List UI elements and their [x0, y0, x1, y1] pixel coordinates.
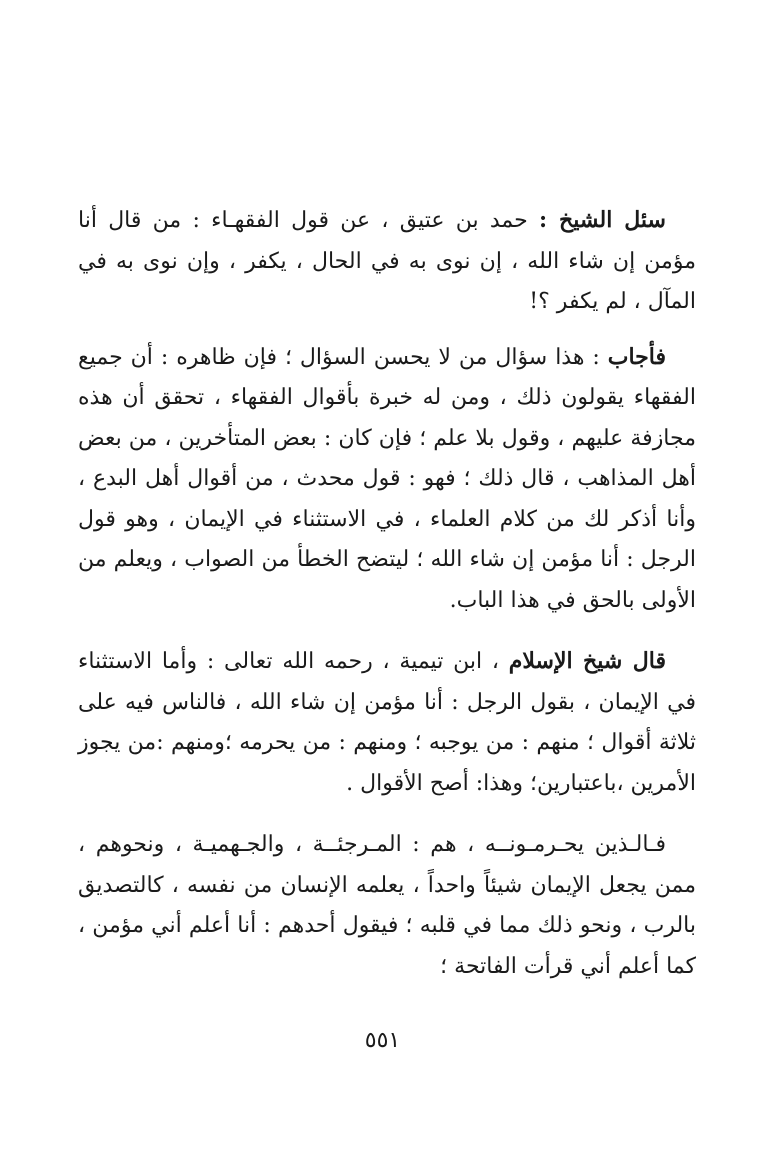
paragraph-lead: قال شيخ الإسلام — [508, 648, 666, 674]
paragraph-text: فـالـذين يحـرمـونــه ، هم : المـرجئــة ، والجـهميـة ، ونحوهم ، ممن يجعل الإيمان شيئاً واحداً ، يعلمه الإنسان من نفسه ، كالتصديق بالرب ، ونحو ذلك مما في قلبه ؛ فيقول أحدهم : أنا أعلم أني مؤمن ، كما أعلم أني قرأت الفاتحة ؛ — [78, 832, 696, 979]
paragraph-text: ، ابن تيمية ، رحمه الله تعالى : وأما الاستثناء في الإيمان ، بقول الرجل : أنا مؤمن إن شاء الله ، فالناس فيه على ثلاثة أقوال ؛ منهم : من يوجبه ؛ ومنهم : من يحرمه ؛ومنهم :من يجوز الأمرين ،باعتبارين؛ وهذا: أصح الأقوال . — [78, 649, 696, 796]
paragraph-murjia — [78, 824, 696, 987]
paragraph-answer — [78, 337, 696, 622]
paragraph-question — [78, 200, 696, 323]
paragraph-text: حمد بن عتيق ، عن قول الفقهـاء : من قال أنا مؤمن إن شاء الله ، إن نوى به في الحال ، يكفر ، وإن نوى به في المآل ، لم يكفر ؟! — [78, 208, 696, 314]
paragraph-lead: سئل الشيخ : — [539, 207, 666, 233]
paragraph-text: : هذا سؤال من لا يحسن السؤال ؛ فإن ظاهره : أن جميع الفقهاء يقولون ذلك ، ومن له خبرة بأقوال الفقهاء ، تحقق أن هذه مجازفة عليهم ، وقول بلا علم ؛ فإن كان : بعض المتأخرين ، من بعض أهل المذاهب ، قال ذلك ؛ فهو : قول محدث ، من أقوال أهل البدع ، وأنا أذكر لك من كلام العلماء ، في الاستثناء في الإيمان ، وهو قول الرجل : أنا مؤمن إن شاء الله ؛ ليتضح الخطأ من الصواب ، ويعلم من الأولى بالحق في هذا الباب. — [78, 344, 697, 613]
paragraph-lead: فأجاب — [607, 343, 666, 370]
page-number: ٥٥١ — [364, 1028, 401, 1053]
page-body — [78, 200, 696, 1007]
paragraph-ibn-taymiyyah — [78, 641, 696, 804]
